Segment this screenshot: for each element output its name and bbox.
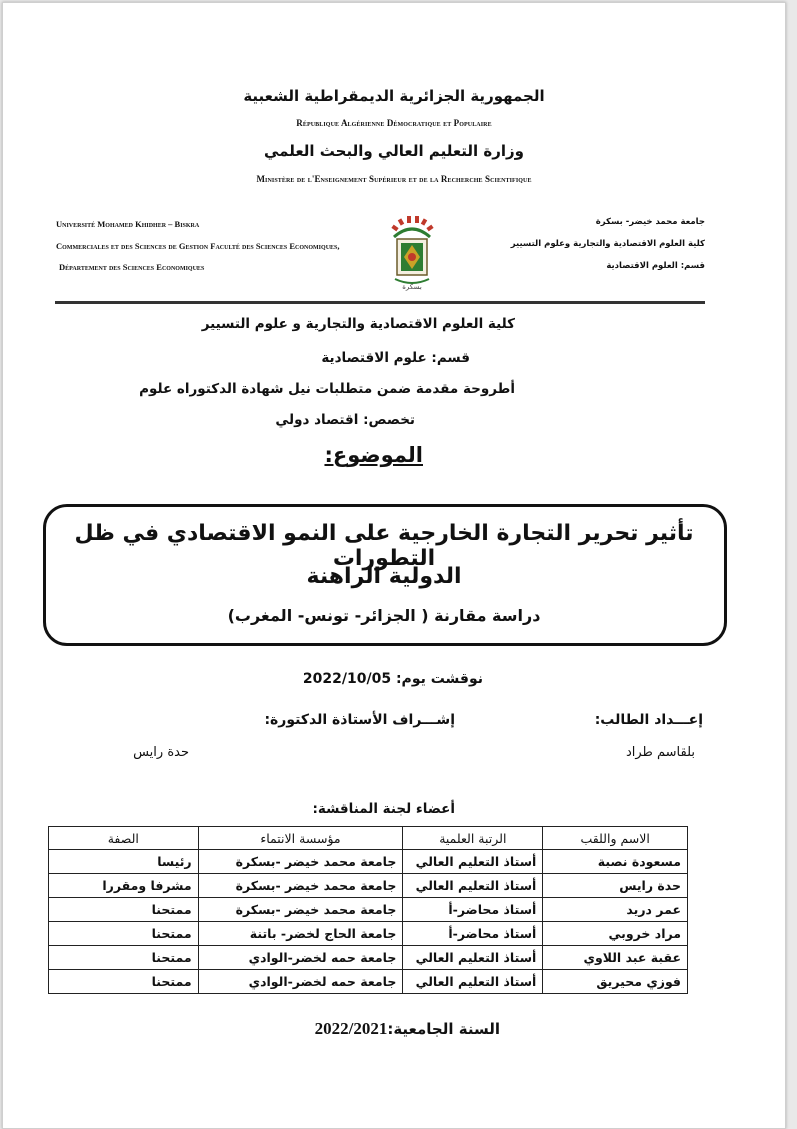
header-divider — [55, 301, 705, 304]
table-row — [49, 946, 688, 970]
member-institution: جامعة محمد خيضر -بسكرة — [198, 850, 403, 874]
thesis-line: أطروحة مقدمة ضمن متطلبات نيل شهادة الدكتوراه علوم — [139, 381, 515, 397]
member-name: فوزي محيريق — [543, 970, 688, 994]
department-line: قسم: علوم الاقتصادية — [321, 350, 470, 366]
table-row — [49, 898, 688, 922]
member-rank: أستاذ محاضر-أ — [403, 898, 543, 922]
member-institution: جامعة الحاج لخضر- باتنة — [198, 922, 403, 946]
title-line-1: تأثير تحرير التجارة الخارجية على النمو الاقتصادي في ظل التطورات — [74, 521, 694, 571]
defense-value: 2022/10/05 — [302, 671, 392, 687]
member-rank: أستاذ التعليم العالي — [403, 874, 543, 898]
member-institution: جامعة محمد خيضر -بسكرة — [198, 874, 403, 898]
supervisor-name: حدة رايس — [133, 745, 189, 760]
ministry-french: Ministère de l'Enseignement Supérieur et de la Recherche Scientifique — [256, 174, 532, 184]
faculty-line: كلية العلوم الاقتصادية والتجارية و علوم التسيير — [201, 316, 515, 332]
member-rank: أستاذ محاضر-أ — [403, 922, 543, 946]
header-role: الصفة — [49, 827, 199, 850]
member-institution: جامعة حمه لخضر-الوادي — [198, 970, 403, 994]
table-row — [49, 922, 688, 946]
republic-arabic: الجمهورية الجزائرية الديمقراطية الشعبية — [243, 87, 545, 105]
member-name: عقبة عبد اللاوي — [543, 946, 688, 970]
faculty-fr: Commerciales et des Sciences de Gestion Faculté des Sciences Economiques, — [56, 241, 340, 251]
subject-label: الموضوع: — [324, 443, 423, 467]
committee-header-row — [49, 827, 688, 850]
member-role: ممتحنا — [49, 946, 199, 970]
student-label: إعـــداد الطالب: — [594, 712, 703, 728]
header-name: الاسم واللقب — [543, 827, 688, 850]
academic-year-label: السنة الجامعية: — [387, 1020, 500, 1038]
student-name: بلقاسم طراد — [625, 745, 695, 760]
member-role: ممتحنا — [49, 922, 199, 946]
committee-table — [48, 826, 688, 994]
university-ar: جامعة محمد خيضر- بسكرة — [595, 217, 705, 227]
defense-label: نوقشت يوم: — [395, 671, 483, 687]
member-role: ممتحنا — [49, 970, 199, 994]
document-page — [2, 2, 786, 1129]
defense-date — [303, 671, 483, 687]
table-row — [49, 970, 688, 994]
academic-year-value: 2022/2021 — [314, 1019, 388, 1038]
member-name: مسعودة نصبة — [543, 850, 688, 874]
title-line-2: الدولية الراهنة — [306, 564, 462, 589]
department-ar: قسم: العلوم الاقتصادية — [606, 261, 705, 271]
ministry-arabic: وزارة التعليم العالي والبحث العلمي — [263, 142, 525, 160]
title-subtitle: دراسة مقارنة ( الجزائر- تونس- المغرب) — [227, 606, 541, 625]
header-rank: الرتبة العلمية — [403, 827, 543, 850]
department-fr: Département des Sciences Economiques — [59, 262, 205, 272]
academic-year — [315, 1019, 500, 1039]
table-row — [49, 874, 688, 898]
member-role: ممتحنا — [49, 898, 199, 922]
header-institution: مؤسسة الانتماء — [198, 827, 403, 850]
member-institution: جامعة حمه لخضر-الوادي — [198, 946, 403, 970]
member-rank: أستاذ التعليم العالي — [403, 970, 543, 994]
logo-caption: بسكرة — [402, 283, 422, 291]
supervisor-label: إشـــراف الأستاذة الدكتورة: — [264, 712, 455, 728]
table-row — [49, 850, 688, 874]
member-role: رئيسا — [49, 850, 199, 874]
faculty-ar: كلية العلوم الاقتصادية والتجارية وعلوم التسيير — [510, 239, 705, 249]
member-name: عمر دريد — [543, 898, 688, 922]
republic-french: République Algérienne Démocratique et Populaire — [296, 118, 492, 128]
specialty-line: تخصص: اقتصاد دولي — [275, 412, 415, 428]
member-role: مشرفا ومقررا — [49, 874, 199, 898]
member-name: حدة رايس — [543, 874, 688, 898]
member-rank: أستاذ التعليم العالي — [403, 850, 543, 874]
committee-title: أعضاء لجنة المناقشة: — [312, 801, 455, 817]
member-rank: أستاذ التعليم العالي — [403, 946, 543, 970]
member-name: مراد خروبي — [543, 922, 688, 946]
university-fr: Université Mohamed Khidher – Biskra — [56, 219, 200, 229]
member-institution: جامعة محمد خيضر -بسكرة — [198, 898, 403, 922]
